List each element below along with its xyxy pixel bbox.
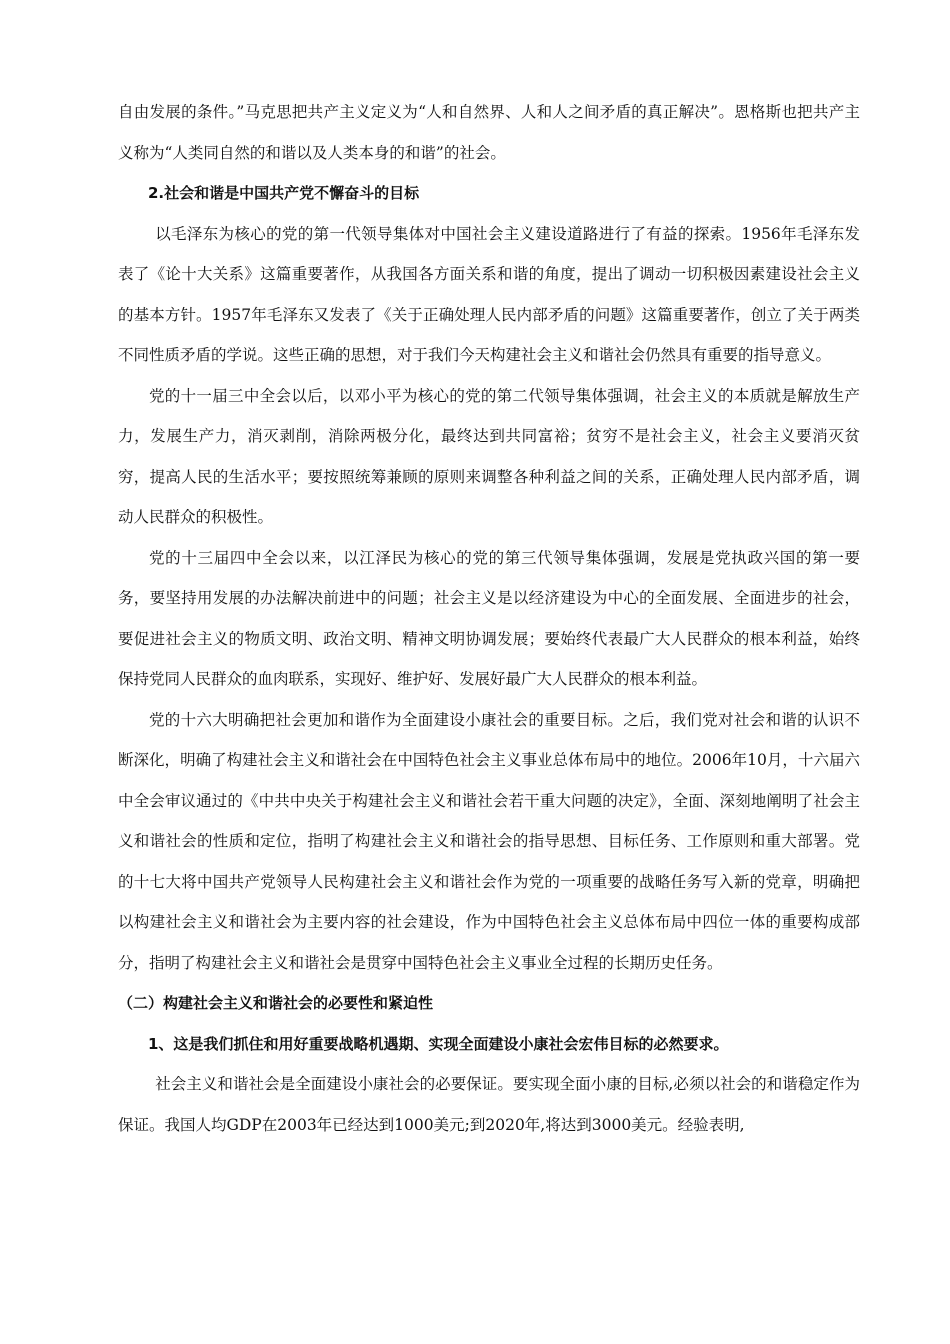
paragraph-deng: 党的十一届三中全会以后，以邓小平为核心的党的第二代领导集体强调，社会主义的本质就是解放生产力，发展生产力，消灭剥削，消除两极分化，最终达到共同富裕；贫穷不是社会主义，社会主义要消灭贫穷，提高人民的生活水平；要按照统筹兼顾的原则来调整各种利益之间的关系，正确处理人民内部矛盾，调动人民群众的积极性。 — [118, 386, 860, 526]
paragraph-mao: 以毛泽东为核心的党的第一代领导集体对中国社会主义建设道路进行了有益的探索。1956年毛泽东发表了《论十大关系》这篇重要著作，从我国各方面关系和谐的角度，提出了调动一切积极因素建设社会主义的基本方针。1957年毛泽东又发表了《关于正确处理人民内部矛盾的问题》这篇重要著作，创立了关于两类不同性质矛盾的学说。这些正确的思想，对于我们今天构建社会主义和谐社会仍然具有重要的指导意义。 — [118, 224, 860, 364]
paragraph-jiang: 党的十三届四中全会以来，以江泽民为核心的党的第三代领导集体强调，发展是党执政兴国的第一要务，要坚持用发展的办法解决前进中的问题；社会主义是以经济建设为中心的全面发展、全面进步的社会，要促进社会主义的物质文明、政治文明、精神文明协调发展；要始终代表最广大人民群众的根本利益，始终保持党同人民群众的血肉联系，实现好、维护好、发展好最广大人民群众的根本利益。 — [118, 548, 860, 688]
paragraph-marx-engels: 自由发展的条件。”马克思把共产主义定义为“人和自然界、人和人之间矛盾的真正解决”。恩格斯也把共产主义称为“人类同自然的和谐以及人类本身的和谐”的社会。 — [118, 103, 860, 162]
paragraph-sixteenth-congress: 党的十六大明确把社会更加和谐作为全面建设小康社会的重要目标。之后，我们党对社会和谐的认识不断深化，明确了构建社会主义和谐社会在中国特色社会主义事业总体布局中的地位。2006年10月，十六届六中全会审议通过的《中共中央关于构建社会主义和谐社会若干重大问题的决定》，全面、深刻地阐明了社会主义和谐社会的性质和定位，指明了构建社会主义和谐社会的指导思想、目标任务、工作原则和重大部署。党的十七大将中国共产党领导人民构建社会主义和谐社会作为党的一项重要的战略任务写入新的党章，明确把以构建社会主义和谐社会为主要内容的社会建设，作为中国特色社会主义总体布局中四位一体的重要构成部分，指明了构建社会主义和谐社会是贯穿中国特色社会主义事业全过程的长期历史任务。 — [118, 710, 860, 972]
section-heading-necessity: （二）构建社会主义和谐社会的必要性和紧迫性 — [118, 994, 434, 1012]
document-body — [118, 92, 860, 1145]
subheading-harmony-goal: 2.社会和谐是中国共产党不懈奋斗的目标 — [148, 184, 420, 202]
subheading-strategic-opportunity: 1、这是我们抓住和用好重要战略机遇期、实现全面建设小康社会宏伟目标的必然要求。 — [148, 1034, 729, 1053]
paragraph-xiaokang: 社会主义和谐社会是全面建设小康社会的必要保证。要实现全面小康的目标,必须以社会的和谐稳定作为保证。我国人均GDP在2003年已经达到1000美元;到2020年,将达到3000美元。经验表明, — [118, 1075, 860, 1134]
